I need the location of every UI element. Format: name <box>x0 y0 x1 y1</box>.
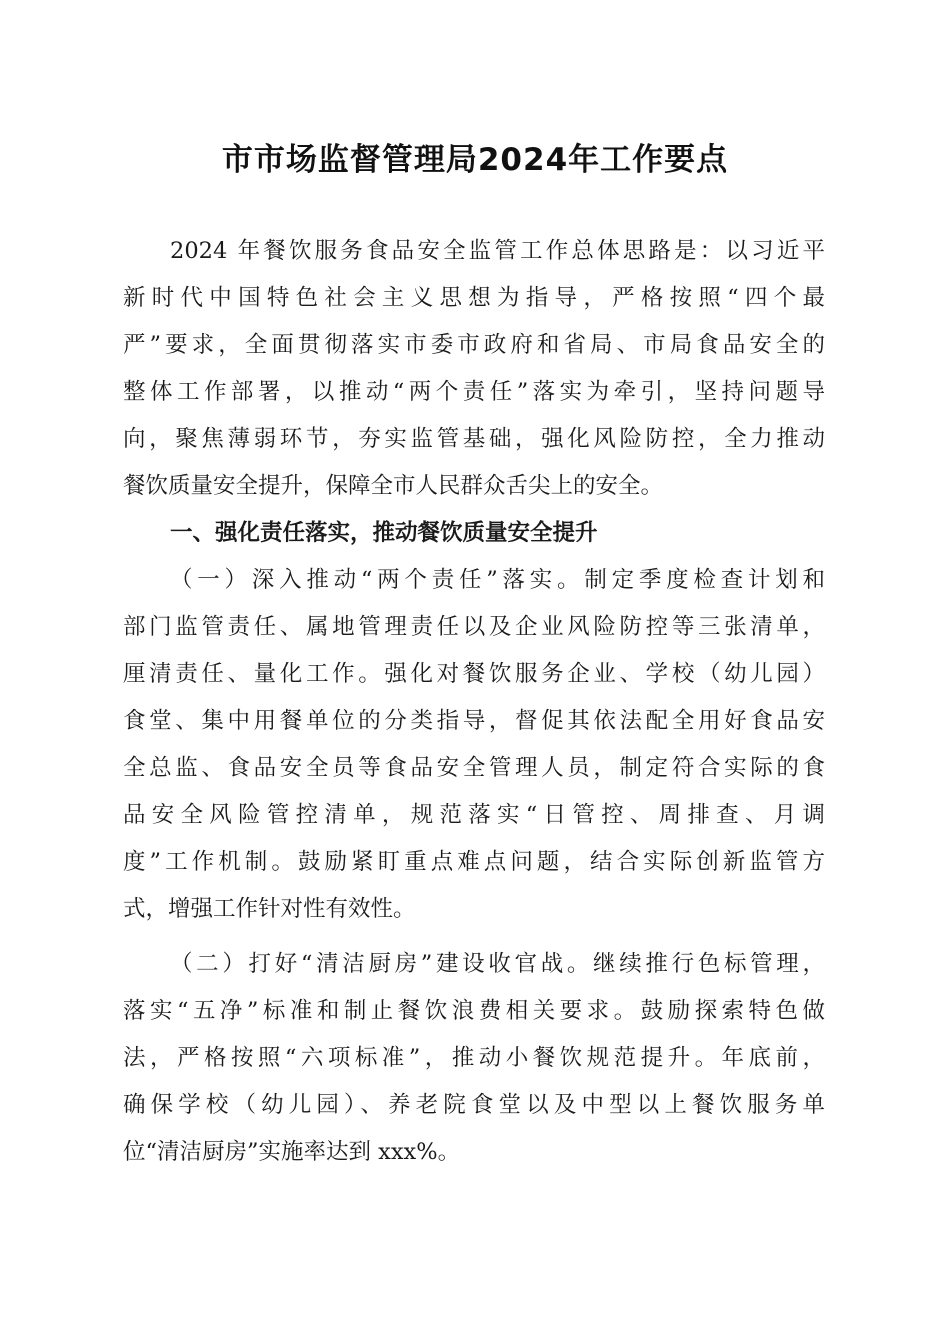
document-title: 市市场监督管理局2024年工作要点 <box>221 142 729 178</box>
paragraph-line: 度”工作机制。鼓励紧盯重点难点问题，结合实际创新监管方 <box>123 849 825 875</box>
item-two-paragraph <box>123 941 825 1176</box>
document-body <box>123 228 825 1176</box>
paragraph-line: （一）深入推动“两个责任”落实。制定季度检查计划和 <box>170 567 825 593</box>
paragraph-gap <box>123 933 825 941</box>
paragraph-line: 品安全风险管控清单，规范落实“日管控、周排查、月调 <box>123 802 825 828</box>
section-heading: 一、强化责任落实，推动餐饮质量安全提升 <box>170 520 598 546</box>
paragraph-line: （二）打好“清洁厨房”建设收官战。继续推行色标管理， <box>170 951 825 977</box>
paragraph-line: 法，严格按照“六项标准”，推动小餐饮规范提升。年底前， <box>123 1045 825 1071</box>
paragraph-line: 新时代中国特色社会主义思想为指导，严格按照“四个最 <box>123 285 825 311</box>
paragraph-line: 全总监、食品安全员等食品安全管理人员，制定符合实际的食 <box>123 755 825 781</box>
paragraph-line: 部门监管责任、属地管理责任以及企业风险防控等三张清单， <box>123 614 825 640</box>
intro-paragraph <box>123 228 825 510</box>
paragraph-line: 餐饮质量安全提升，保障全市人民群众舌尖上的安全。 <box>123 473 664 499</box>
paragraph-line: 整体工作部署，以推动“两个责任”落实为牵引，坚持问题导 <box>123 379 825 405</box>
paragraph-line: 确保学校（幼儿园）、养老院食堂以及中型以上餐饮服务单 <box>123 1092 825 1118</box>
paragraph-line: 式，增强工作针对性有效性。 <box>123 896 416 922</box>
paragraph-line: 严”要求，全面贯彻落实市委市政府和省局、市局食品安全的 <box>123 332 825 358</box>
paragraph-line: 2024 年餐饮服务食品安全监管工作总体思路是：以习近平 <box>170 238 825 264</box>
paragraph-line: 向，聚焦薄弱环节，夯实监管基础，强化风险防控，全力推动 <box>123 426 825 452</box>
paragraph-line: 位“清洁厨房”实施率达到 xxx%。 <box>123 1139 461 1165</box>
paragraph-line: 厘清责任、量化工作。强化对餐饮服务企业、学校（幼儿园） <box>123 661 825 687</box>
item-one-paragraph <box>123 557 825 933</box>
paragraph-line: 食堂、集中用餐单位的分类指导，督促其依法配全用好食品安 <box>123 708 825 734</box>
paragraph-line: 落实“五净”标准和制止餐饮浪费相关要求。鼓励探索特色做 <box>123 998 825 1024</box>
